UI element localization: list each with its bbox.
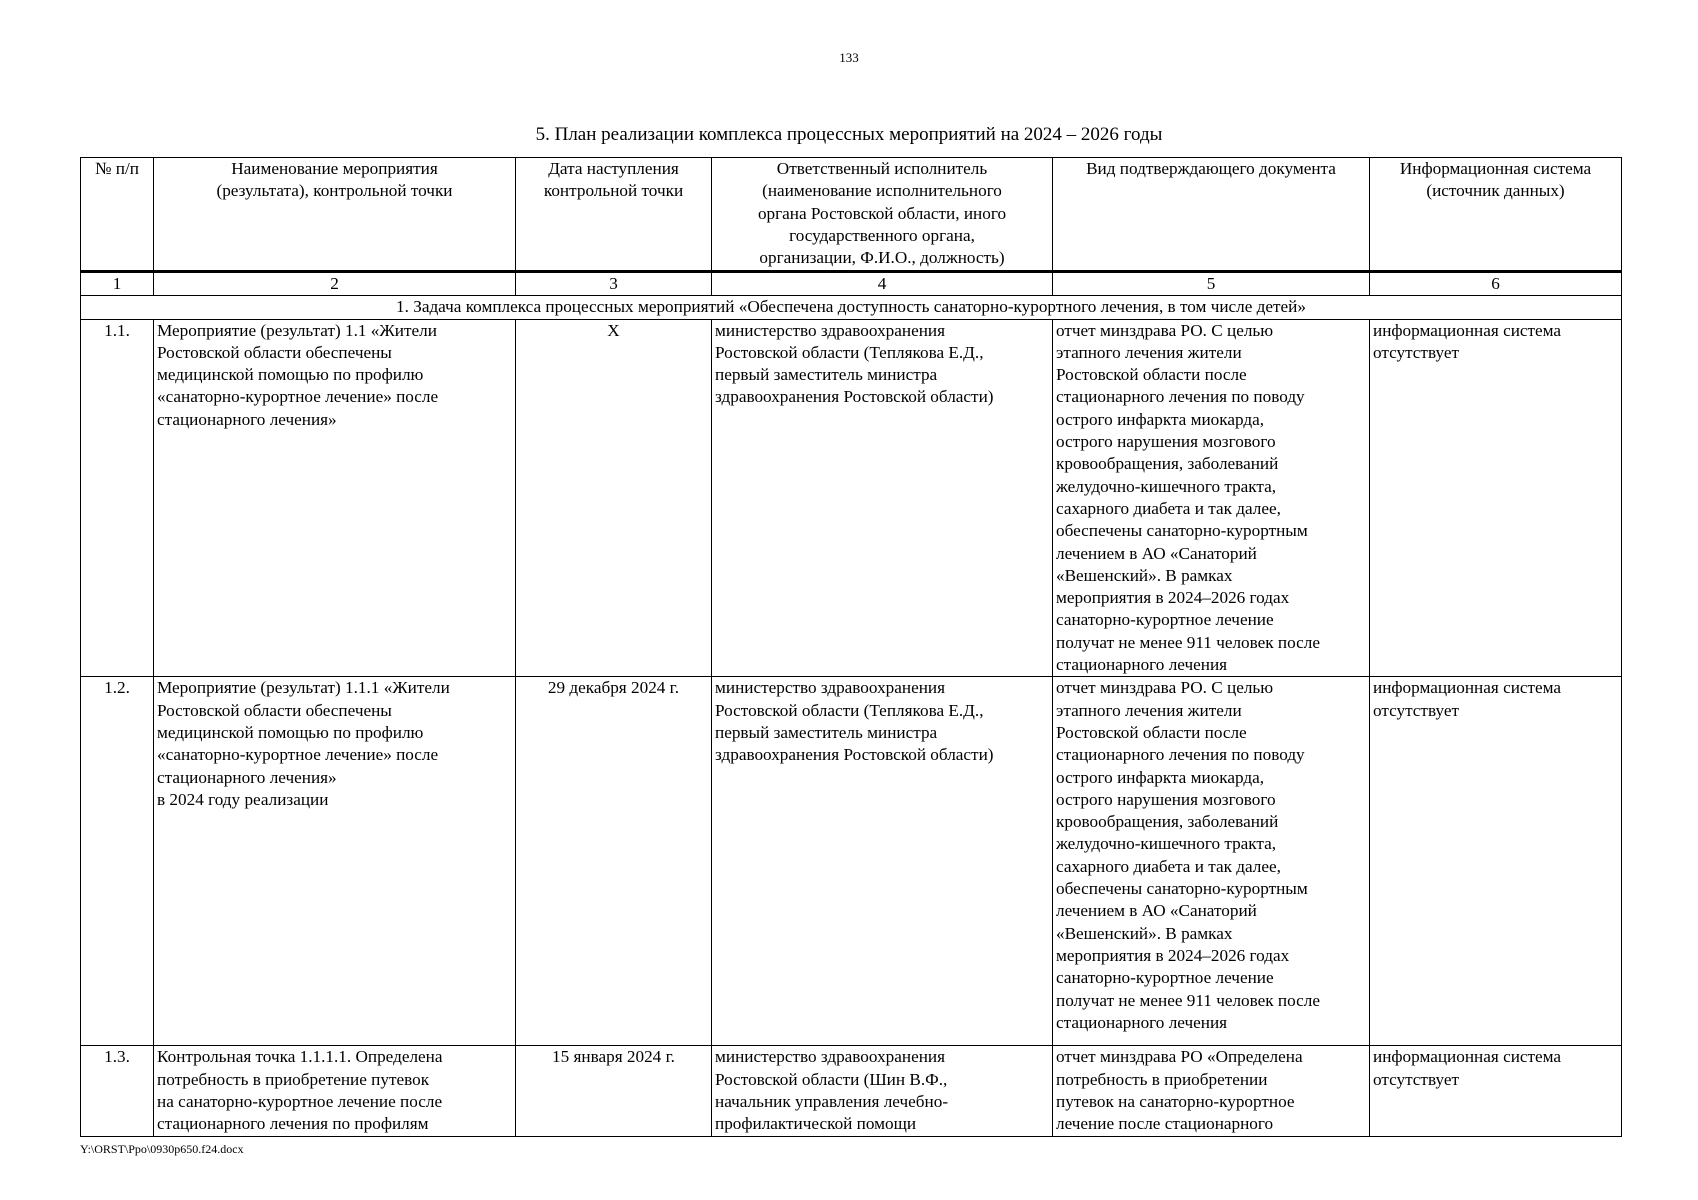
- row-number: 1.1.: [81, 319, 154, 677]
- column-number-5: 5: [1053, 272, 1370, 296]
- row-system: информационная система отсутствует: [1370, 677, 1622, 1046]
- row-number: 1.3.: [81, 1046, 154, 1136]
- row-responsible: министерство здравоохранения Ростовской области (Теплякова Е.Д., первый заместитель министра здравоохранения Ростовской области): [712, 319, 1053, 677]
- row-date: X: [516, 319, 712, 677]
- task-heading: 1. Задача комплекса процессных мероприятий «Обеспечена доступность санаторно-курортного лечения, в том числе детей»: [81, 296, 1622, 319]
- table-header-row: [81, 158, 1622, 272]
- header-cell-name: Наименование мероприятия (результата), контрольной точки: [154, 158, 516, 272]
- column-number-2: 2: [154, 272, 516, 296]
- plan-table: [80, 157, 1622, 1137]
- column-number-3: 3: [516, 272, 712, 296]
- header-cell-number: № п/п: [81, 158, 154, 272]
- column-number-row: [81, 272, 1622, 296]
- document-title: 5. План реализации комплекса процессных мероприятий на 2024 – 2026 годы: [535, 124, 1163, 145]
- header-cell-document: Вид подтверждающего документа: [1053, 158, 1370, 272]
- table-row: [81, 1046, 1622, 1136]
- header-cell-date: Дата наступления контрольной точки: [516, 158, 712, 272]
- header-cell-responsible: Ответственный исполнитель (наименование исполнительного органа Ростовской области, иного государственного органа, организации, Ф.И.О., должность): [712, 158, 1053, 272]
- row-document: отчет минздрава РО «Определена потребность в приобретении путевок на санаторно-курортное лечение после стационарного: [1053, 1046, 1370, 1136]
- table-row: [81, 677, 1622, 1046]
- column-number-1: 1: [81, 272, 154, 296]
- header-cell-system: Информационная система (источник данных): [1370, 158, 1622, 272]
- row-responsible: министерство здравоохранения Ростовской области (Шин В.Ф., начальник управления лечебно- профилактической помощи: [712, 1046, 1053, 1136]
- task-heading-row: [81, 296, 1622, 319]
- row-name: Контрольная точка 1.1.1.1. Определена потребность в приобретение путевок на санаторно-курортное лечение после стационарного лечения по профилям: [154, 1046, 516, 1136]
- row-system: информационная система отсутствует: [1370, 1046, 1622, 1136]
- column-number-4: 4: [712, 272, 1053, 296]
- row-name: Мероприятие (результат) 1.1 «Жители Ростовской области обеспечены медицинской помощью по профилю «санаторно-курортное лечение» после стационарного лечения»: [154, 319, 516, 677]
- footer-file-path: Y:\ORST\Ppo\0930p650.f24.docx: [80, 1142, 244, 1156]
- row-responsible: министерство здравоохранения Ростовской области (Теплякова Е.Д., первый заместитель министра здравоохранения Ростовской области): [712, 677, 1053, 1046]
- row-date: 29 декабря 2024 г.: [516, 677, 712, 1046]
- row-date: 15 января 2024 г.: [516, 1046, 712, 1136]
- page-number: 133: [839, 50, 859, 65]
- row-number: 1.2.: [81, 677, 154, 1046]
- table-row: [81, 319, 1622, 677]
- column-number-6: 6: [1370, 272, 1622, 296]
- row-document: отчет минздрава РО. С целью этапного лечения жители Ростовской области после стационарного лечения по поводу острого инфаркта миокарда, острого нарушения мозгового кровообращения, заболеваний желудочно-кишечного тракта, сахарного диабета и так далее, обеспечены санаторно-курортным лечением в АО «Санаторий «Вешенский». В рамках мероприятия в 2024–2026 годах санаторно-курортное лечение получат не менее 911 человек после стационарного лечения: [1053, 319, 1370, 677]
- row-name: Мероприятие (результат) 1.1.1 «Жители Ростовской области обеспечены медицинской помощью по профилю «санаторно-курортное лечение» после стационарного лечения» в 2024 году реализации: [154, 677, 516, 1046]
- row-document: отчет минздрава РО. С целью этапного лечения жители Ростовской области после стационарного лечения по поводу острого инфаркта миокарда, острого нарушения мозгового кровообращения, заболеваний желудочно-кишечного тракта, сахарного диабета и так далее, обеспечены санаторно-курортным лечением в АО «Санаторий «Вешенский». В рамках мероприятия в 2024–2026 годах санаторно-курортное лечение получат не менее 911 человек после стационарного лечения: [1053, 677, 1370, 1046]
- row-system: информационная система отсутствует: [1370, 319, 1622, 677]
